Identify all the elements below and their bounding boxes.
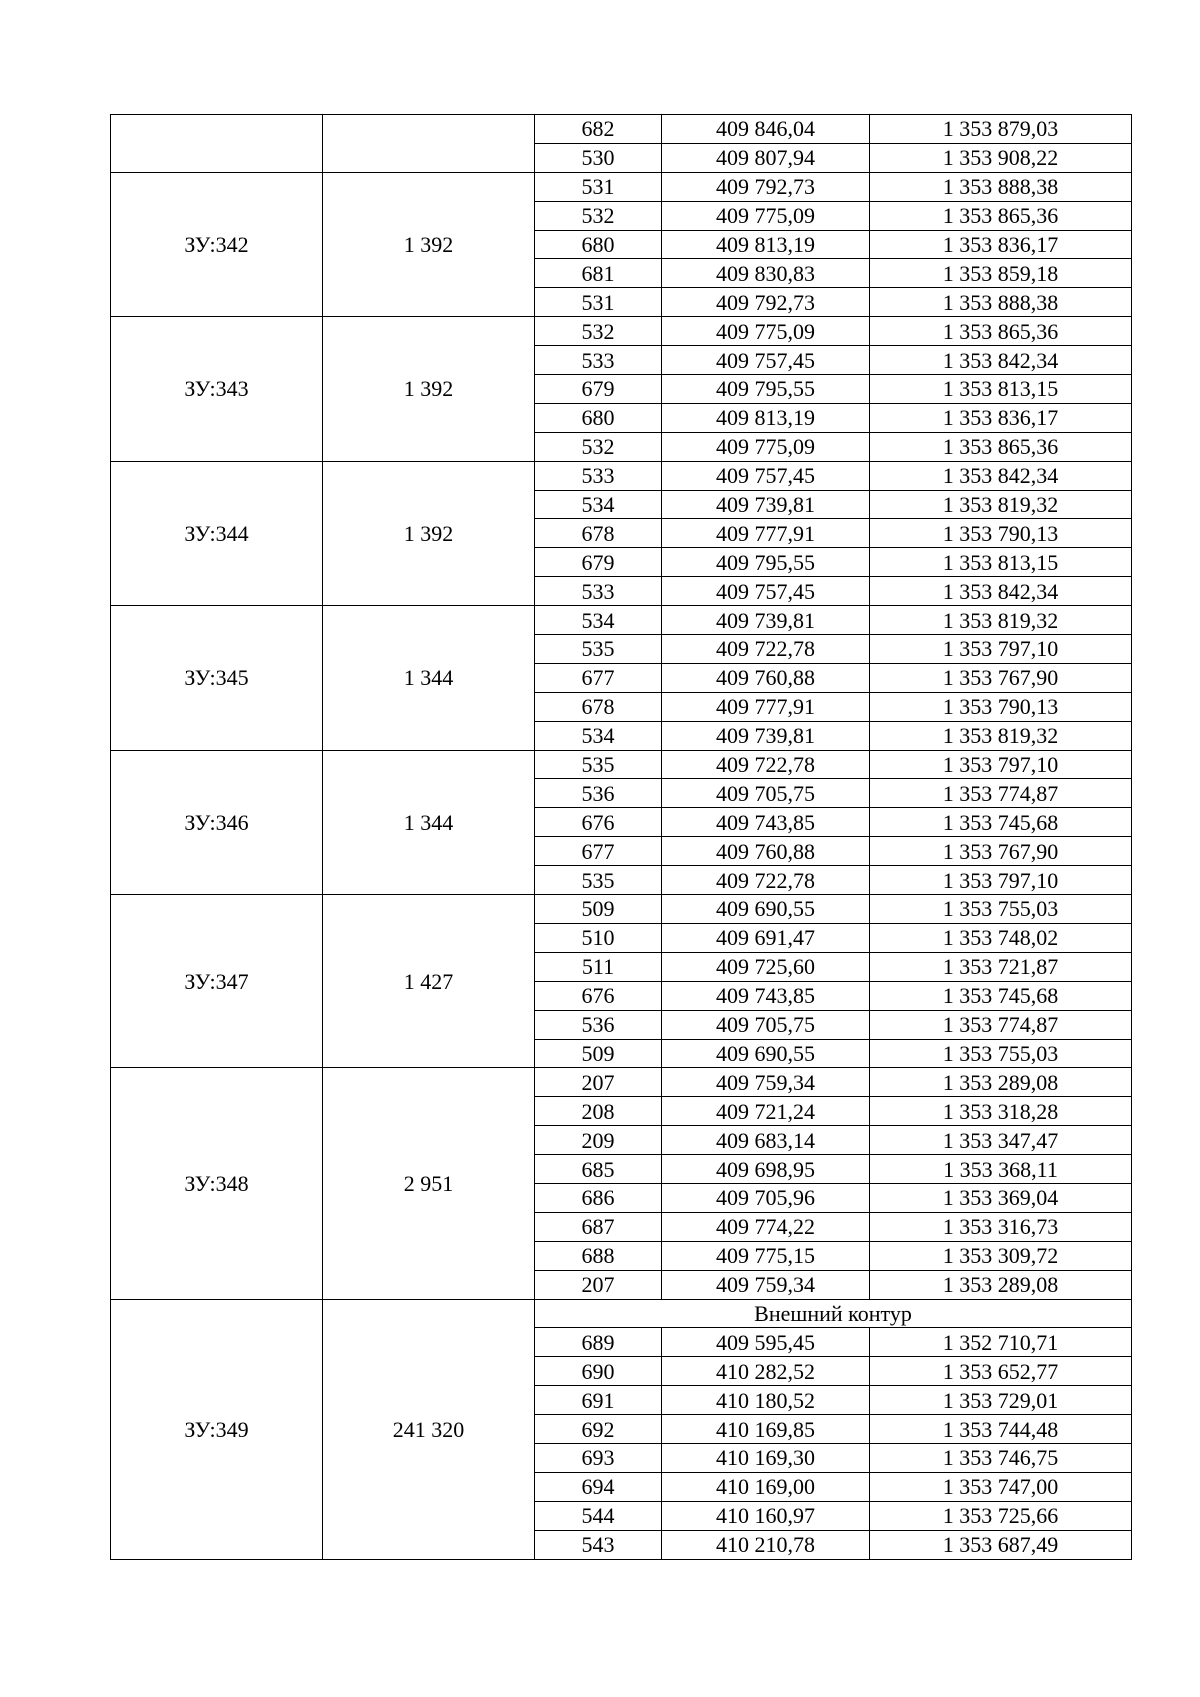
y-coordinate-cell: 1 353 316,73 (870, 1212, 1132, 1241)
x-coordinate-cell: 409 683,14 (662, 1126, 870, 1155)
x-coordinate-cell: 409 722,78 (662, 750, 870, 779)
point-number-cell: 534 (535, 721, 662, 750)
parcel-id-cell (111, 115, 323, 173)
x-coordinate-cell: 409 759,34 (662, 1270, 870, 1299)
point-number-cell: 532 (535, 317, 662, 346)
coordinates-table (110, 114, 1132, 1560)
point-number-cell: 677 (535, 663, 662, 692)
point-number-cell: 207 (535, 1270, 662, 1299)
x-coordinate-cell: 409 813,19 (662, 403, 870, 432)
point-number-cell: 676 (535, 808, 662, 837)
x-coordinate-cell: 410 169,00 (662, 1472, 870, 1501)
y-coordinate-cell: 1 353 687,49 (870, 1530, 1132, 1559)
point-number-cell: 533 (535, 577, 662, 606)
point-number-cell: 509 (535, 895, 662, 924)
y-coordinate-cell: 1 353 797,10 (870, 866, 1132, 895)
y-coordinate-cell: 1 353 725,66 (870, 1501, 1132, 1530)
point-number-cell: 531 (535, 288, 662, 317)
table-row (111, 606, 1132, 635)
x-coordinate-cell: 410 160,97 (662, 1501, 870, 1530)
table-body (111, 115, 1132, 1560)
point-number-cell: 511 (535, 952, 662, 981)
y-coordinate-cell: 1 353 745,68 (870, 808, 1132, 837)
point-number-cell: 679 (535, 548, 662, 577)
y-coordinate-cell: 1 353 888,38 (870, 172, 1132, 201)
point-number-cell: 509 (535, 1039, 662, 1068)
y-coordinate-cell: 1 353 755,03 (870, 1039, 1132, 1068)
x-coordinate-cell: 410 282,52 (662, 1357, 870, 1386)
point-number-cell: 535 (535, 635, 662, 664)
x-coordinate-cell: 409 698,95 (662, 1155, 870, 1184)
y-coordinate-cell: 1 353 790,13 (870, 519, 1132, 548)
x-coordinate-cell: 409 691,47 (662, 923, 870, 952)
parcel-area-cell: 1 344 (323, 750, 535, 894)
y-coordinate-cell: 1 353 652,77 (870, 1357, 1132, 1386)
x-coordinate-cell: 409 743,85 (662, 981, 870, 1010)
table-row (111, 461, 1132, 490)
point-number-cell: 532 (535, 201, 662, 230)
y-coordinate-cell: 1 353 755,03 (870, 895, 1132, 924)
point-number-cell: 679 (535, 375, 662, 404)
x-coordinate-cell: 409 725,60 (662, 952, 870, 981)
parcel-area-cell: 1 392 (323, 461, 535, 605)
parcel-area-cell: 1 392 (323, 172, 535, 316)
contour-label: Внешний контур (535, 1299, 1132, 1328)
y-coordinate-cell: 1 353 721,87 (870, 952, 1132, 981)
point-number-cell: 691 (535, 1386, 662, 1415)
point-number-cell: 534 (535, 490, 662, 519)
contour-header-row (111, 1299, 1132, 1328)
point-number-cell: 534 (535, 606, 662, 635)
x-coordinate-cell: 409 757,45 (662, 577, 870, 606)
y-coordinate-cell: 1 353 865,36 (870, 201, 1132, 230)
point-number-cell: 531 (535, 172, 662, 201)
y-coordinate-cell: 1 353 865,36 (870, 432, 1132, 461)
x-coordinate-cell: 409 757,45 (662, 461, 870, 490)
y-coordinate-cell: 1 353 369,04 (870, 1183, 1132, 1212)
y-coordinate-cell: 1 353 813,15 (870, 375, 1132, 404)
point-number-cell: 682 (535, 115, 662, 144)
x-coordinate-cell: 409 775,09 (662, 317, 870, 346)
y-coordinate-cell: 1 353 289,08 (870, 1270, 1132, 1299)
point-number-cell: 689 (535, 1328, 662, 1357)
x-coordinate-cell: 409 777,91 (662, 692, 870, 721)
x-coordinate-cell: 409 721,24 (662, 1097, 870, 1126)
parcel-id-cell: ЗУ:344 (111, 461, 323, 605)
y-coordinate-cell: 1 353 842,34 (870, 461, 1132, 490)
y-coordinate-cell: 1 353 842,34 (870, 346, 1132, 375)
point-number-cell: 535 (535, 866, 662, 895)
point-number-cell: 692 (535, 1415, 662, 1444)
y-coordinate-cell: 1 353 908,22 (870, 143, 1132, 172)
y-coordinate-cell: 1 353 797,10 (870, 635, 1132, 664)
point-number-cell: 676 (535, 981, 662, 1010)
y-coordinate-cell: 1 353 819,32 (870, 606, 1132, 635)
point-number-cell: 533 (535, 346, 662, 375)
y-coordinate-cell: 1 353 309,72 (870, 1241, 1132, 1270)
y-coordinate-cell: 1 353 747,00 (870, 1472, 1132, 1501)
x-coordinate-cell: 409 595,45 (662, 1328, 870, 1357)
point-number-cell: 693 (535, 1443, 662, 1472)
point-number-cell: 685 (535, 1155, 662, 1184)
x-coordinate-cell: 409 705,75 (662, 1010, 870, 1039)
x-coordinate-cell: 409 759,34 (662, 1068, 870, 1097)
x-coordinate-cell: 409 690,55 (662, 1039, 870, 1068)
parcel-id-cell: ЗУ:349 (111, 1299, 323, 1559)
point-number-cell: 681 (535, 259, 662, 288)
y-coordinate-cell: 1 353 767,90 (870, 663, 1132, 692)
x-coordinate-cell: 409 792,73 (662, 172, 870, 201)
y-coordinate-cell: 1 353 368,11 (870, 1155, 1132, 1184)
x-coordinate-cell: 409 774,22 (662, 1212, 870, 1241)
point-number-cell: 208 (535, 1097, 662, 1126)
x-coordinate-cell: 409 775,15 (662, 1241, 870, 1270)
point-number-cell: 536 (535, 779, 662, 808)
point-number-cell: 209 (535, 1126, 662, 1155)
parcel-id-cell: ЗУ:345 (111, 606, 323, 750)
y-coordinate-cell: 1 353 744,48 (870, 1415, 1132, 1444)
point-number-cell: 536 (535, 1010, 662, 1039)
y-coordinate-cell: 1 353 774,87 (870, 779, 1132, 808)
x-coordinate-cell: 409 760,88 (662, 663, 870, 692)
point-number-cell: 544 (535, 1501, 662, 1530)
point-number-cell: 687 (535, 1212, 662, 1241)
x-coordinate-cell: 410 169,85 (662, 1415, 870, 1444)
y-coordinate-cell: 1 353 836,17 (870, 230, 1132, 259)
x-coordinate-cell: 409 760,88 (662, 837, 870, 866)
x-coordinate-cell: 409 722,78 (662, 866, 870, 895)
y-coordinate-cell: 1 353 865,36 (870, 317, 1132, 346)
x-coordinate-cell: 409 813,19 (662, 230, 870, 259)
point-number-cell: 532 (535, 432, 662, 461)
table-row (111, 115, 1132, 144)
x-coordinate-cell: 409 757,45 (662, 346, 870, 375)
y-coordinate-cell: 1 353 888,38 (870, 288, 1132, 317)
y-coordinate-cell: 1 353 790,13 (870, 692, 1132, 721)
parcel-id-cell: ЗУ:347 (111, 895, 323, 1068)
parcel-area-cell: 1 427 (323, 895, 535, 1068)
x-coordinate-cell: 409 739,81 (662, 606, 870, 635)
y-coordinate-cell: 1 353 745,68 (870, 981, 1132, 1010)
y-coordinate-cell: 1 353 819,32 (870, 490, 1132, 519)
table-row (111, 317, 1132, 346)
x-coordinate-cell: 409 792,73 (662, 288, 870, 317)
y-coordinate-cell: 1 353 729,01 (870, 1386, 1132, 1415)
y-coordinate-cell: 1 353 813,15 (870, 548, 1132, 577)
parcel-area-cell: 2 951 (323, 1068, 535, 1299)
point-number-cell: 690 (535, 1357, 662, 1386)
x-coordinate-cell: 409 807,94 (662, 143, 870, 172)
x-coordinate-cell: 410 180,52 (662, 1386, 870, 1415)
x-coordinate-cell: 409 739,81 (662, 490, 870, 519)
y-coordinate-cell: 1 353 836,17 (870, 403, 1132, 432)
point-number-cell: 207 (535, 1068, 662, 1097)
point-number-cell: 678 (535, 692, 662, 721)
x-coordinate-cell: 409 775,09 (662, 432, 870, 461)
point-number-cell: 688 (535, 1241, 662, 1270)
point-number-cell: 678 (535, 519, 662, 548)
parcel-area-cell: 241 320 (323, 1299, 535, 1559)
x-coordinate-cell: 409 795,55 (662, 548, 870, 577)
table-row (111, 895, 1132, 924)
parcel-area-cell (323, 115, 535, 173)
point-number-cell: 510 (535, 923, 662, 952)
y-coordinate-cell: 1 353 774,87 (870, 1010, 1132, 1039)
y-coordinate-cell: 1 353 797,10 (870, 750, 1132, 779)
point-number-cell: 535 (535, 750, 662, 779)
x-coordinate-cell: 409 739,81 (662, 721, 870, 750)
x-coordinate-cell: 409 722,78 (662, 635, 870, 664)
x-coordinate-cell: 409 830,83 (662, 259, 870, 288)
point-number-cell: 677 (535, 837, 662, 866)
x-coordinate-cell: 409 743,85 (662, 808, 870, 837)
parcel-area-cell: 1 344 (323, 606, 535, 750)
point-number-cell: 694 (535, 1472, 662, 1501)
parcel-id-cell: ЗУ:343 (111, 317, 323, 461)
point-number-cell: 533 (535, 461, 662, 490)
y-coordinate-cell: 1 353 746,75 (870, 1443, 1132, 1472)
point-number-cell: 680 (535, 403, 662, 432)
table-row (111, 1068, 1132, 1097)
y-coordinate-cell: 1 353 767,90 (870, 837, 1132, 866)
y-coordinate-cell: 1 353 318,28 (870, 1097, 1132, 1126)
x-coordinate-cell: 409 775,09 (662, 201, 870, 230)
point-number-cell: 543 (535, 1530, 662, 1559)
y-coordinate-cell: 1 353 819,32 (870, 721, 1132, 750)
y-coordinate-cell: 1 353 842,34 (870, 577, 1132, 606)
y-coordinate-cell: 1 353 748,02 (870, 923, 1132, 952)
x-coordinate-cell: 410 210,78 (662, 1530, 870, 1559)
y-coordinate-cell: 1 353 879,03 (870, 115, 1132, 144)
x-coordinate-cell: 409 795,55 (662, 375, 870, 404)
parcel-id-cell: ЗУ:346 (111, 750, 323, 894)
parcel-id-cell: ЗУ:342 (111, 172, 323, 316)
x-coordinate-cell: 409 846,04 (662, 115, 870, 144)
y-coordinate-cell: 1 353 347,47 (870, 1126, 1132, 1155)
x-coordinate-cell: 409 705,96 (662, 1183, 870, 1212)
y-coordinate-cell: 1 353 289,08 (870, 1068, 1132, 1097)
parcel-area-cell: 1 392 (323, 317, 535, 461)
point-number-cell: 686 (535, 1183, 662, 1212)
y-coordinate-cell: 1 352 710,71 (870, 1328, 1132, 1357)
x-coordinate-cell: 409 690,55 (662, 895, 870, 924)
parcel-id-cell: ЗУ:348 (111, 1068, 323, 1299)
x-coordinate-cell: 409 777,91 (662, 519, 870, 548)
x-coordinate-cell: 410 169,30 (662, 1443, 870, 1472)
point-number-cell: 680 (535, 230, 662, 259)
y-coordinate-cell: 1 353 859,18 (870, 259, 1132, 288)
point-number-cell: 530 (535, 143, 662, 172)
table-row (111, 172, 1132, 201)
x-coordinate-cell: 409 705,75 (662, 779, 870, 808)
table-row (111, 750, 1132, 779)
